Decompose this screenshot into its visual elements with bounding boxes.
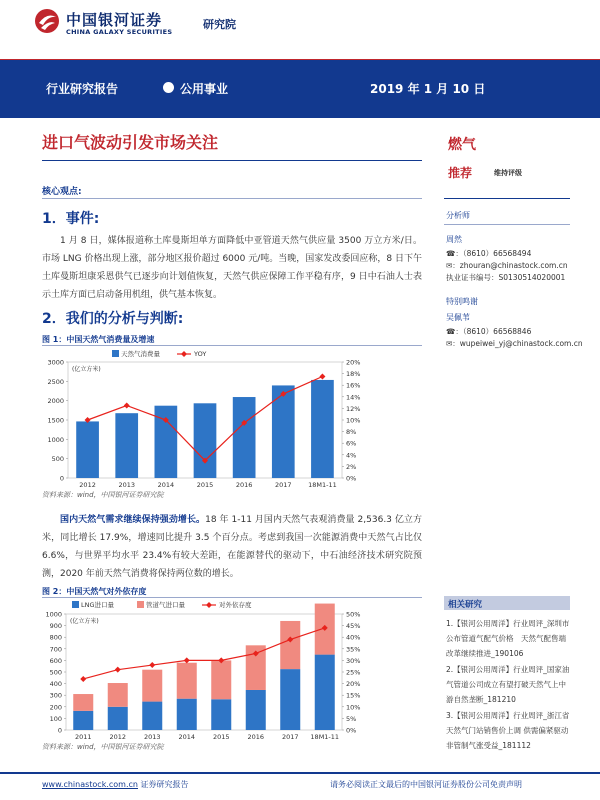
series-point	[124, 403, 130, 409]
x-tick-label: 2016	[247, 733, 265, 740]
y-right-tick-label: 50%	[346, 610, 361, 619]
title-divider	[42, 160, 422, 161]
y-right-tick-label: 2%	[346, 462, 357, 471]
y-right-tick-label: 5%	[346, 714, 357, 723]
legend-label: 管道气进口量	[146, 601, 185, 609]
analyst-label: 分析师	[446, 211, 470, 220]
core-view-label: 核心观点:	[42, 187, 82, 197]
gas-consumption-chart	[42, 348, 382, 488]
figure2-title: 图 2：中国天然气对外依存度	[42, 587, 147, 596]
unit-label: (亿立方米)	[72, 366, 101, 373]
y-left-tick-label: 1000	[47, 435, 64, 444]
rating-note: 维持评级	[494, 169, 522, 177]
bar	[108, 707, 128, 730]
y-left-tick-label: 500	[51, 455, 64, 464]
y-left-tick-label: 700	[49, 645, 62, 654]
related-title: 相关研究	[448, 600, 483, 610]
figure1-title: 图 1：中国天然气消费量及增速	[42, 335, 155, 344]
x-tick-label: 2014	[157, 481, 175, 488]
y-right-tick-label: 15%	[346, 691, 361, 700]
page-title: 进口气波动引发市场关注	[42, 133, 219, 152]
y-left-tick-label: 2500	[47, 377, 64, 386]
x-tick-label: 2011	[74, 733, 92, 740]
bar	[311, 380, 334, 478]
y-right-tick-label: 20%	[346, 680, 361, 689]
y-left-tick-label: 400	[49, 680, 62, 689]
x-tick-label: 2015	[212, 733, 230, 740]
section1-heading: 1．事件:	[42, 211, 100, 227]
y-right-tick-label: 25%	[346, 668, 361, 677]
figure2-source: 资料来源：wind，中国银河证券研究院	[42, 743, 164, 751]
import-dependence-chart	[42, 598, 382, 740]
y-right-tick-label: 0%	[346, 726, 357, 735]
analyst1-email[interactable]: ✉：zhouran@chinastock.com.cn	[446, 261, 568, 270]
logo-text-en: CHINA GALAXY SECURITIES	[66, 28, 173, 36]
y-left-tick-label: 300	[49, 691, 62, 700]
footer-url	[42, 779, 189, 790]
legend-swatch	[112, 350, 119, 357]
legend-label: 天然气消费量	[121, 350, 160, 358]
analyst2-phone: ☎：（8610）66568846	[446, 327, 532, 336]
figure1-divider	[42, 345, 422, 346]
legend-label: YOY	[194, 350, 207, 358]
related-item[interactable]: 1.【银河公用周洋】行业周评_深圳市公布管道气配气价格 天然气配售端改革继续推进_190106	[446, 619, 570, 658]
y-right-tick-label: 16%	[346, 381, 361, 390]
bullet-dot-icon	[163, 82, 174, 93]
related-item[interactable]: 2.【银河公用周洋】行业周评_国家油气管道公司成立有望打破天然气上中游自然垄断_181210	[446, 665, 570, 704]
bar	[246, 690, 266, 730]
x-tick-label: 2016	[235, 481, 253, 488]
y-left-tick-label: 100	[49, 714, 62, 723]
section2-text-bold: 国内天然气需求继续保持强劲增长。	[60, 515, 206, 525]
legend-swatch	[137, 601, 144, 608]
y-right-tick-label: 40%	[346, 633, 361, 642]
y-right-tick-label: 4%	[346, 451, 357, 460]
analyst1-cert: 执业证书编号：S0130514020001	[446, 273, 566, 282]
analyst2-email[interactable]: ✉：wupeiwei_yj@chinastock.com.cn	[446, 339, 583, 348]
related-item[interactable]: 3.【银河公用周洋】行业周评_浙江省天然气门站销售价上调 供需偏紧驱动非管制气涨受益_181112	[446, 711, 570, 750]
y-left-tick-label: 800	[49, 633, 62, 642]
bar	[211, 660, 231, 699]
figure1-source: 资料来源：wind，中国银河证券研究院	[42, 491, 164, 499]
x-tick-label: 2017	[281, 733, 299, 740]
x-tick-label: 18M1-11	[310, 733, 340, 740]
series-point	[184, 657, 190, 663]
y-right-tick-label: 10%	[346, 416, 361, 425]
legend-label: LNG进口量	[81, 601, 115, 609]
y-left-tick-label: 900	[49, 622, 62, 631]
y-left-tick-label: 200	[49, 703, 62, 712]
section2-heading: 2．我们的分析与判断:	[42, 311, 184, 327]
bar	[280, 621, 300, 669]
core-divider	[42, 198, 422, 199]
series-point	[80, 676, 86, 682]
legend-swatch-marker	[206, 602, 212, 608]
y-left-tick-label: 0	[57, 726, 62, 735]
series-point	[319, 374, 325, 380]
website-link[interactable]: www.chinastock.com.cn	[42, 780, 138, 789]
analyst1-name: 周然	[446, 235, 462, 244]
bar	[142, 702, 162, 730]
x-tick-label: 2012	[79, 481, 96, 488]
series-point	[115, 667, 121, 673]
y-right-tick-label: 35%	[346, 645, 361, 654]
y-left-tick-label: 0	[59, 474, 64, 483]
bar	[280, 669, 300, 730]
sector-label: 公用事业	[180, 82, 229, 96]
unit-label: (亿立方米)	[70, 618, 99, 625]
y-right-tick-label: 12%	[346, 404, 361, 413]
logo-text-cn: 中国银河证券	[66, 11, 163, 29]
bar	[233, 397, 256, 478]
x-tick-label: 2013	[143, 733, 161, 740]
bar	[76, 421, 99, 478]
y-right-tick-label: 45%	[346, 622, 361, 631]
bar	[115, 413, 138, 478]
y-right-tick-label: 8%	[346, 428, 357, 437]
report-type: 行业研究报告	[46, 82, 119, 96]
legend-label: 对外依存度	[219, 601, 252, 609]
bar	[177, 663, 197, 699]
footer-divider	[0, 772, 600, 774]
x-tick-label: 2015	[196, 481, 214, 488]
analyst-divider	[444, 224, 570, 225]
bar	[108, 683, 128, 707]
rating-label: 推荐	[448, 166, 473, 180]
analyst1-phone: ☎：（8610）66568494	[446, 249, 532, 258]
analyst2-name: 吴佩苇	[446, 313, 470, 322]
report-date: 2019 年 1 月 10 日	[370, 82, 486, 96]
section1-text: 1 月 8 日，媒体报道称土库曼斯坦单方面降低中亚管道天然气供应量 3500 万立方米/日。市场 LNG 价格出现上涨，部分地区报价超过 6000 元/吨。当晚，国家发改委回应称，8 日下午土库曼斯坦康采恩供气已逐步向计划值恢复，天然气供应保障工作平稳有序，9 日中石油人士表示土库方面已启动备用机组，供气基本恢复。	[42, 236, 422, 300]
galaxy-logo-icon	[34, 8, 60, 34]
y-left-tick-label: 1000	[45, 610, 62, 619]
bar	[177, 699, 197, 730]
footer-disclaimer: 请务必阅读正文最后的中国银河证券股份公司免责声明	[330, 780, 522, 789]
y-left-tick-label: 1500	[47, 416, 64, 425]
y-right-tick-label: 0%	[346, 474, 357, 483]
y-left-tick-label: 500	[49, 668, 62, 677]
bar	[211, 699, 231, 730]
series-point	[149, 662, 155, 668]
y-right-tick-label: 18%	[346, 370, 361, 379]
y-left-tick-label: 2000	[47, 397, 64, 406]
thanks-label: 特别鸣谢	[446, 297, 478, 306]
y-right-tick-label: 6%	[346, 439, 357, 448]
bar	[315, 655, 335, 730]
x-tick-label: 2014	[178, 733, 196, 740]
bar	[142, 670, 162, 702]
legend-swatch-marker	[181, 351, 187, 357]
bar	[73, 711, 93, 730]
y-left-tick-label: 600	[49, 656, 62, 665]
y-right-tick-label: 10%	[346, 703, 361, 712]
y-right-tick-label: 30%	[346, 656, 361, 665]
y-left-tick-label: 3000	[47, 358, 64, 367]
y-right-tick-label: 14%	[346, 393, 361, 402]
y-right-tick-label: 20%	[346, 358, 361, 367]
x-tick-label: 2013	[118, 481, 135, 488]
legend-swatch	[72, 601, 79, 608]
x-tick-label: 2012	[109, 733, 127, 740]
section2-text-rest: 18 年 1-11 月国内天然气表观消费量 2,536.3 亿立方米，同比增长 17.9%，增速同比提升 3.5 个百分点。考虑到我国一次能源消费中天然气占比仅 6.6%，与世界平均水平 23.4%有较大差距，在能源替代的驱动下，中石油经济技术研究院预测，2020 年前天然气消费将保持两位数的增长。	[42, 515, 422, 579]
bar	[194, 403, 217, 478]
x-tick-label: 18M1-11	[308, 481, 337, 488]
industry-label: 燃气	[448, 137, 476, 153]
sidebar-divider	[444, 198, 570, 199]
footer-url-suffix: 证券研究报告	[137, 780, 189, 789]
bar	[73, 694, 93, 711]
institute-label: 研究院	[203, 18, 236, 31]
x-tick-label: 2017	[275, 481, 292, 488]
section2-text	[42, 511, 422, 583]
